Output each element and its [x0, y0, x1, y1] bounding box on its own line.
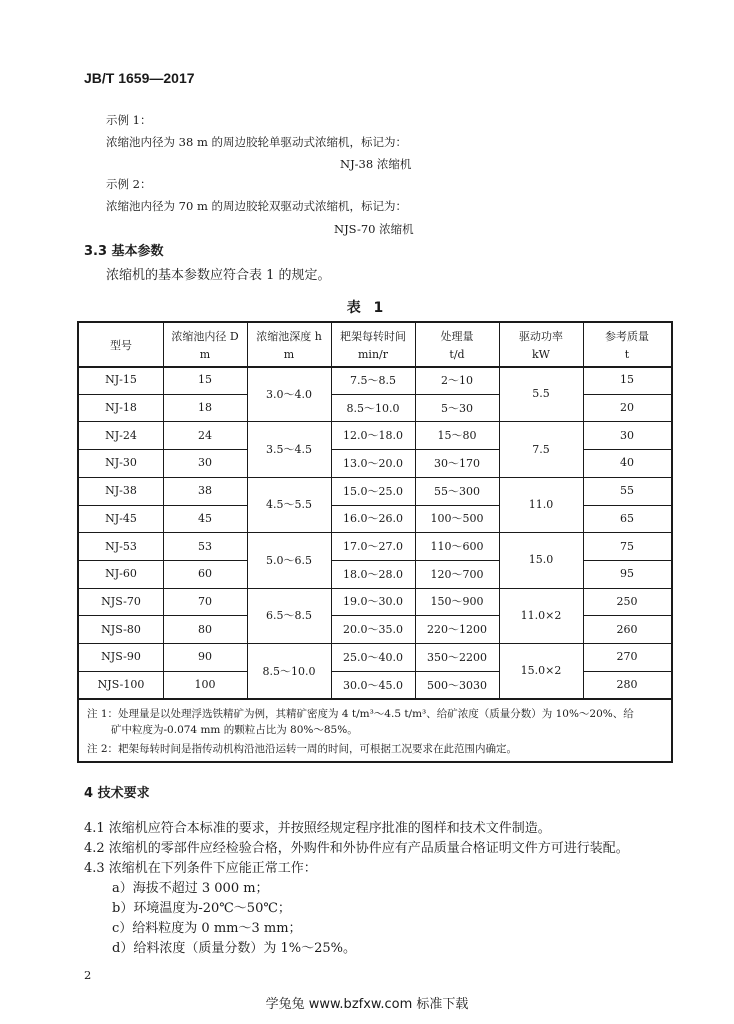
cell-capacity: 100～500 — [430, 512, 484, 526]
footer-watermark: 学兔兔 www.bzfxw.com 标准下载 — [265, 997, 469, 1012]
header-capacity: 处理量 — [440, 329, 474, 343]
cell-model: NJ-18 — [105, 401, 137, 415]
cell-rotation: 20.0～35.0 — [343, 623, 403, 637]
cell-mass: 65 — [620, 511, 634, 525]
example-2-mark: NJS-70 浓缩机 — [334, 222, 414, 236]
section-3-3-text: 浓缩机的基本参数应符合表 1 的规定。 — [106, 268, 331, 283]
standard-code: JB/T 1659—2017 — [84, 70, 195, 86]
example-2-text: 浓缩池内径为 70 m 的周边胶轮双驱动式浓缩机，标记为： — [106, 199, 408, 213]
cell-mass: 95 — [620, 567, 634, 581]
cell-depth-group: 4.5～5.5 — [266, 498, 312, 512]
cell-diameter: 15 — [198, 373, 212, 387]
header-model: 型号 — [110, 338, 132, 352]
header-power-unit: kW — [532, 347, 550, 361]
table-title: 表 1 — [346, 300, 388, 316]
cell-model: NJ-38 — [105, 484, 137, 498]
header-depth-unit: m — [283, 347, 295, 361]
cell-mass: 75 — [620, 539, 634, 553]
cell-rotation: 30.0～45.0 — [343, 678, 403, 692]
section-3-3-heading: 3.3 基本参数 — [84, 244, 164, 259]
section-4-2: 4.2 浓缩机的零部件应经检验合格，外购件和外协件应有产品质量合格证明文件方可进行装配。 — [84, 841, 629, 856]
cell-power-group: 7.5 — [532, 442, 550, 456]
cell-power-group: 5.5 — [532, 387, 550, 401]
cell-power-group: 15.0 — [528, 553, 554, 567]
cell-rotation: 25.0～40.0 — [343, 650, 403, 664]
cell-capacity: 500～3030 — [427, 678, 487, 692]
cell-model: NJ-60 — [105, 567, 137, 581]
table-note-1-cont: 矿中粒度为-0.074 mm 的颗粒占比为 80%～85%。 — [111, 724, 358, 736]
example-1-text: 浓缩池内径为 38 m 的周边胶轮单驱动式浓缩机，标记为： — [106, 135, 408, 149]
cell-rotation: 12.0～18.0 — [343, 429, 403, 443]
header-capacity-unit: t/d — [449, 347, 465, 361]
cell-capacity: 150～900 — [430, 595, 484, 609]
cell-rotation: 16.0～26.0 — [343, 512, 403, 526]
cell-diameter: 18 — [198, 401, 212, 415]
cell-diameter: 45 — [198, 511, 212, 525]
cell-model: NJS-80 — [101, 622, 141, 636]
cell-mass: 280 — [616, 678, 638, 692]
parameters-table — [77, 321, 673, 763]
header-diameter-unit: m — [199, 347, 211, 361]
header-mass: 参考质量 — [605, 329, 649, 343]
cell-diameter: 70 — [198, 594, 212, 608]
cell-diameter: 80 — [198, 622, 212, 636]
header-diameter: 浓缩池内径 D — [171, 329, 239, 343]
cell-depth-group: 8.5～10.0 — [262, 664, 316, 678]
cell-mass: 20 — [620, 401, 634, 415]
cell-depth-group: 5.0～6.5 — [266, 553, 312, 567]
table-note-1: 注 1：处理量是以处理浮选铁精矿为例，其精矿密度为 4 t/m³～4.5 t/m³、给矿浓度（质量分数）为 10%～20%、给 — [87, 708, 634, 720]
cell-power-group: 15.0×2 — [520, 664, 562, 678]
table-note-2: 注 2：耙架每转时间是指传动机构沿池沿运转一周的时间，可根据工况要求在此范围内确定。 — [87, 743, 518, 755]
cell-model: NJS-100 — [97, 678, 145, 692]
example-1-label: 示例 1： — [106, 113, 152, 127]
cell-mass: 270 — [616, 650, 638, 664]
cell-capacity: 30～170 — [434, 456, 480, 470]
cell-depth-group: 3.0～4.0 — [266, 387, 312, 401]
condition-item-a: a）海拔不超过 3 000 m； — [112, 881, 269, 896]
section-4-heading: 4 技术要求 — [84, 786, 150, 801]
condition-item-c: c）给料粒度为 0 mm～3 mm； — [112, 921, 302, 936]
condition-item-b: b）环境温度为-20℃～50℃； — [112, 901, 291, 916]
cell-diameter: 24 — [198, 428, 212, 442]
cell-rotation: 18.0～28.0 — [343, 567, 403, 581]
cell-rotation: 15.0～25.0 — [343, 484, 403, 498]
cell-diameter: 100 — [194, 678, 216, 692]
condition-item-d: d）给料浓度（质量分数）为 1%～25%。 — [112, 941, 356, 956]
cell-rotation: 19.0～30.0 — [343, 595, 403, 609]
cell-mass: 260 — [616, 622, 638, 636]
cell-capacity: 5～30 — [441, 401, 473, 415]
cell-power-group: 11.0×2 — [520, 608, 562, 622]
cell-model: NJS-90 — [101, 650, 141, 664]
cell-diameter: 30 — [198, 456, 212, 470]
header-power: 驱动功率 — [519, 329, 563, 343]
cell-capacity: 110～600 — [430, 540, 484, 554]
page-number: 2 — [84, 968, 92, 982]
cell-mass: 55 — [620, 484, 634, 498]
cell-model: NJ-15 — [105, 373, 137, 387]
cell-rotation: 17.0～27.0 — [343, 540, 403, 554]
cell-rotation: 8.5～10.0 — [346, 401, 400, 415]
cell-diameter: 38 — [198, 484, 212, 498]
cell-depth-group: 6.5～8.5 — [266, 609, 312, 623]
section-4-1: 4.1 浓缩机应符合本标准的要求，并按照经规定程序批准的图样和技术文件制造。 — [84, 821, 551, 836]
example-2-label: 示例 2： — [106, 177, 152, 191]
cell-mass: 15 — [620, 373, 634, 387]
cell-model: NJ-53 — [105, 539, 137, 553]
header-rotation-unit: min/r — [358, 347, 388, 361]
cell-diameter: 90 — [198, 650, 212, 664]
cell-power-group: 11.0 — [528, 497, 554, 511]
cell-model: NJS-70 — [101, 594, 141, 608]
header-rotation: 耙架每转时间 — [340, 329, 406, 343]
cell-capacity: 2～10 — [441, 373, 473, 387]
cell-model: NJ-30 — [105, 456, 137, 470]
cell-capacity: 15～80 — [437, 429, 477, 443]
cell-mass: 40 — [620, 456, 634, 470]
cell-depth-group: 3.5～4.5 — [266, 443, 312, 457]
cell-model: NJ-24 — [105, 428, 137, 442]
body-divider — [79, 698, 671, 700]
cell-capacity: 120～700 — [430, 567, 484, 581]
cell-capacity: 220～1200 — [427, 623, 487, 637]
cell-rotation: 13.0～20.0 — [343, 456, 403, 470]
cell-diameter: 53 — [198, 539, 212, 553]
example-1-mark: NJ-38 浓缩机 — [340, 157, 412, 171]
section-4-3: 4.3 浓缩机在下列条件下应能正常工作： — [84, 861, 317, 876]
cell-rotation: 7.5～8.5 — [350, 373, 396, 387]
cell-model: NJ-45 — [105, 511, 137, 525]
cell-capacity: 55～300 — [434, 484, 480, 498]
cell-capacity: 350～2200 — [427, 650, 487, 664]
cell-diameter: 60 — [198, 567, 212, 581]
cell-mass: 30 — [620, 428, 634, 442]
header-depth: 浓缩池深度 h — [256, 329, 322, 343]
header-mass-unit: t — [624, 347, 630, 361]
cell-mass: 250 — [616, 594, 638, 608]
